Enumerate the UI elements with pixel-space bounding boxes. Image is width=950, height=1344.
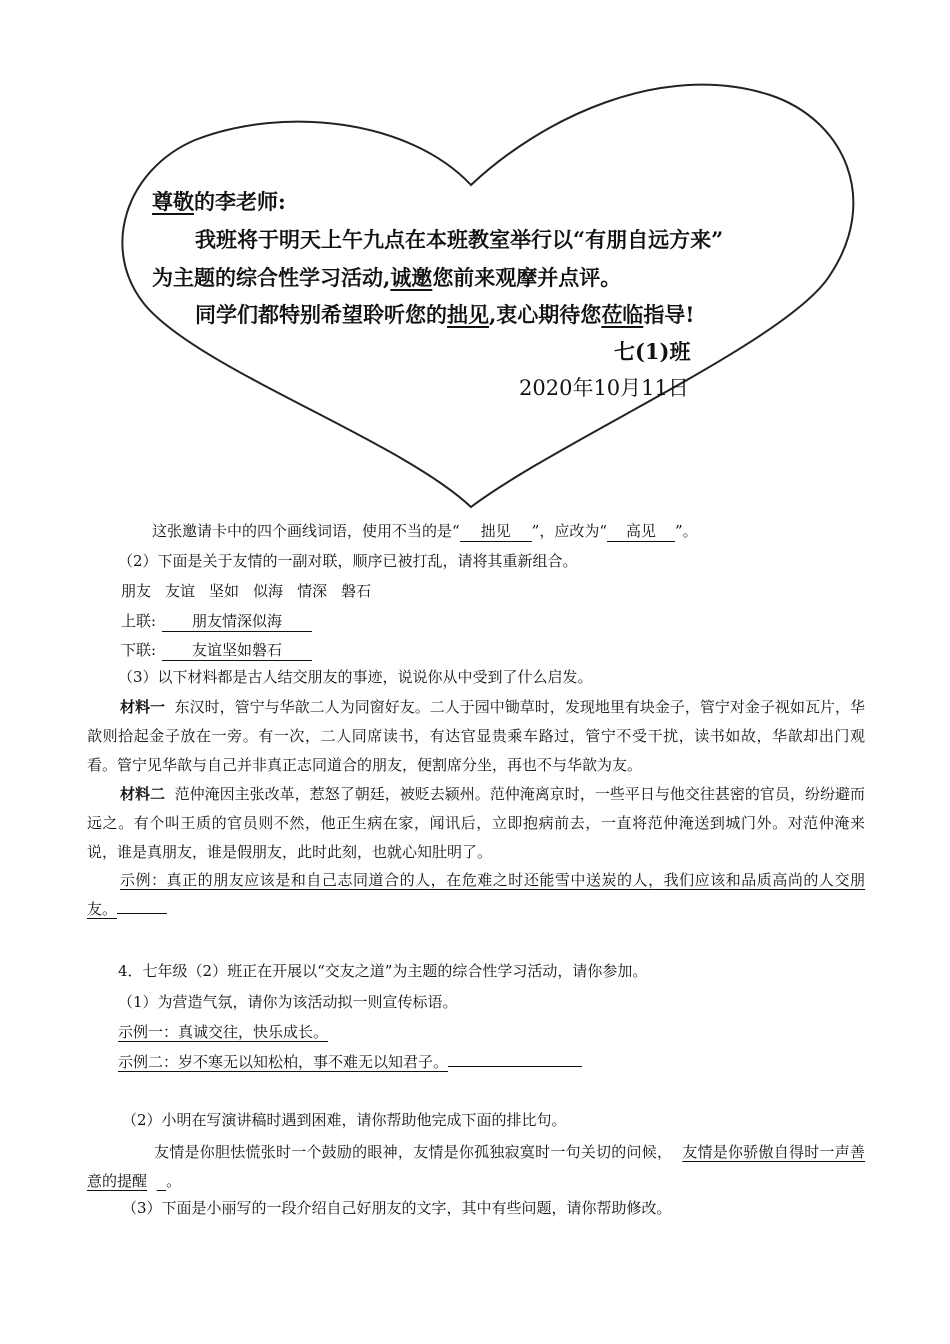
card-signature: 七(1)班 — [614, 339, 691, 364]
card-line-2: 为主题的综合性学习活动,诚邀您前来观摩并点评。 — [152, 265, 622, 290]
answer-blank-2: 高见 — [607, 521, 675, 542]
lower-answer: 友谊坚如磐石 — [162, 640, 312, 661]
word: 磐石 — [341, 582, 372, 600]
underlined-word-chengyao: 诚邀 — [390, 265, 433, 290]
upper-answer: 朋友情深似海 — [162, 611, 312, 632]
word: 情深 — [297, 582, 328, 600]
material-1: 材料一 东汉时，管宁与华歆二人为同窗好友。二人于园中锄草时，发现地里有块金子，管宁对金子视如瓦片，华歆则拾起金子放在一旁。有一次，二人同席读书，有达官显贵乘车路过，管宁不受干扰，读书如故，华歆却出门观看。管宁见华歆与自己并非真正志同道合的朋友，便割席分坐，再也不与华歆为友。 — [87, 698, 865, 774]
parallel-sentence: 友情是你胆怯慌张时一个鼓励的眼神，友情是你孤独寂寞时一句关切的问候， 友情是你骄傲自得时一声善意的提醒 。 — [87, 1143, 865, 1190]
word: 似海 — [253, 582, 284, 600]
parallel-answer: 友情是你骄傲自得时一声善意的提醒 — [87, 1143, 865, 1190]
underlined-word-lilin: 莅临 — [601, 302, 644, 327]
word: 朋友 — [121, 582, 152, 600]
material-1-label: 材料一 — [120, 698, 166, 716]
material-2: 材料二 范仲淹因主张改革，惹怒了朝廷，被贬去颍州。范仲淹离京时，一些平日与他交往甚密的官员，纷纷避而远之。有个叫王质的官员则不然，他正生病在家，闻讯后，立即抱病前去，一直将范仲淹送到城门外。对范仲淹来说，谁是真朋友，谁是假朋友，此时此刻，也就心知肚明了。 — [87, 785, 865, 861]
underlined-word-zhuojian: 拙见 — [447, 302, 489, 327]
q3-prompt: （3）以下材料都是古人结交朋友的事迹，说说你从中受到了什么启发。 — [118, 668, 593, 686]
q2-prompt: （2）下面是关于友情的一副对联，顺序已被打乱，请将其重新组合。 — [118, 552, 578, 570]
card-line-3: 同学们都特别希望聆听您的拙见,衷心期待您莅临指导! — [195, 302, 695, 327]
q3-answer: 示例：真正的朋友应该是和自己志同道合的人，在危难之时还能雪中送炭的人，我们应该和品质高尚的人交朋友。 — [87, 871, 865, 918]
invite-question: 这张邀请卡中的四个画线词语，使用不当的是“ 拙见 ”，应改为“ 高见 ”。 — [152, 522, 698, 540]
example-2: 示例二：岁不寒无以知松柏，事不难无以知君子。 — [118, 1052, 582, 1072]
card-line-1: 我班将于明天上午九点在本班教室举行以“有朋自远方来” — [195, 227, 724, 252]
q4-part2: （2）小明在写演讲稿时遇到困难，请你帮助他完成下面的排比句。 — [122, 1111, 567, 1129]
q4-part1: （1）为营造气氛，请你为该活动拟一则宣传标语。 — [118, 993, 458, 1011]
word: 友谊 — [165, 582, 196, 600]
q4-intro: 4．七年级（2）班正在开展以“交友之道”为主题的综合性学习活动，请你参加。 — [118, 962, 648, 980]
q4-part3: （3）下面是小丽写的一段介绍自己好朋友的文字，其中有些问题，请你帮助修改。 — [122, 1199, 672, 1217]
q2-word-list — [121, 580, 371, 601]
example-1: 示例一：真诚交往，快乐成长。 — [118, 1023, 329, 1041]
material-2-label: 材料二 — [120, 785, 166, 803]
card-salutation: 尊敬的李老师: — [152, 189, 286, 214]
upper-couplet: 上联: 朋友情深似海 — [121, 611, 312, 632]
answer-blank-1: 拙见 — [460, 521, 532, 542]
lower-couplet: 下联: 友谊坚如磐石 — [121, 640, 312, 661]
heart-card-outline — [0, 0, 950, 520]
word: 坚如 — [209, 582, 240, 600]
underlined-word-zunjing: 尊敬 — [152, 189, 194, 214]
card-date: 2020年10月11日 — [519, 376, 689, 400]
